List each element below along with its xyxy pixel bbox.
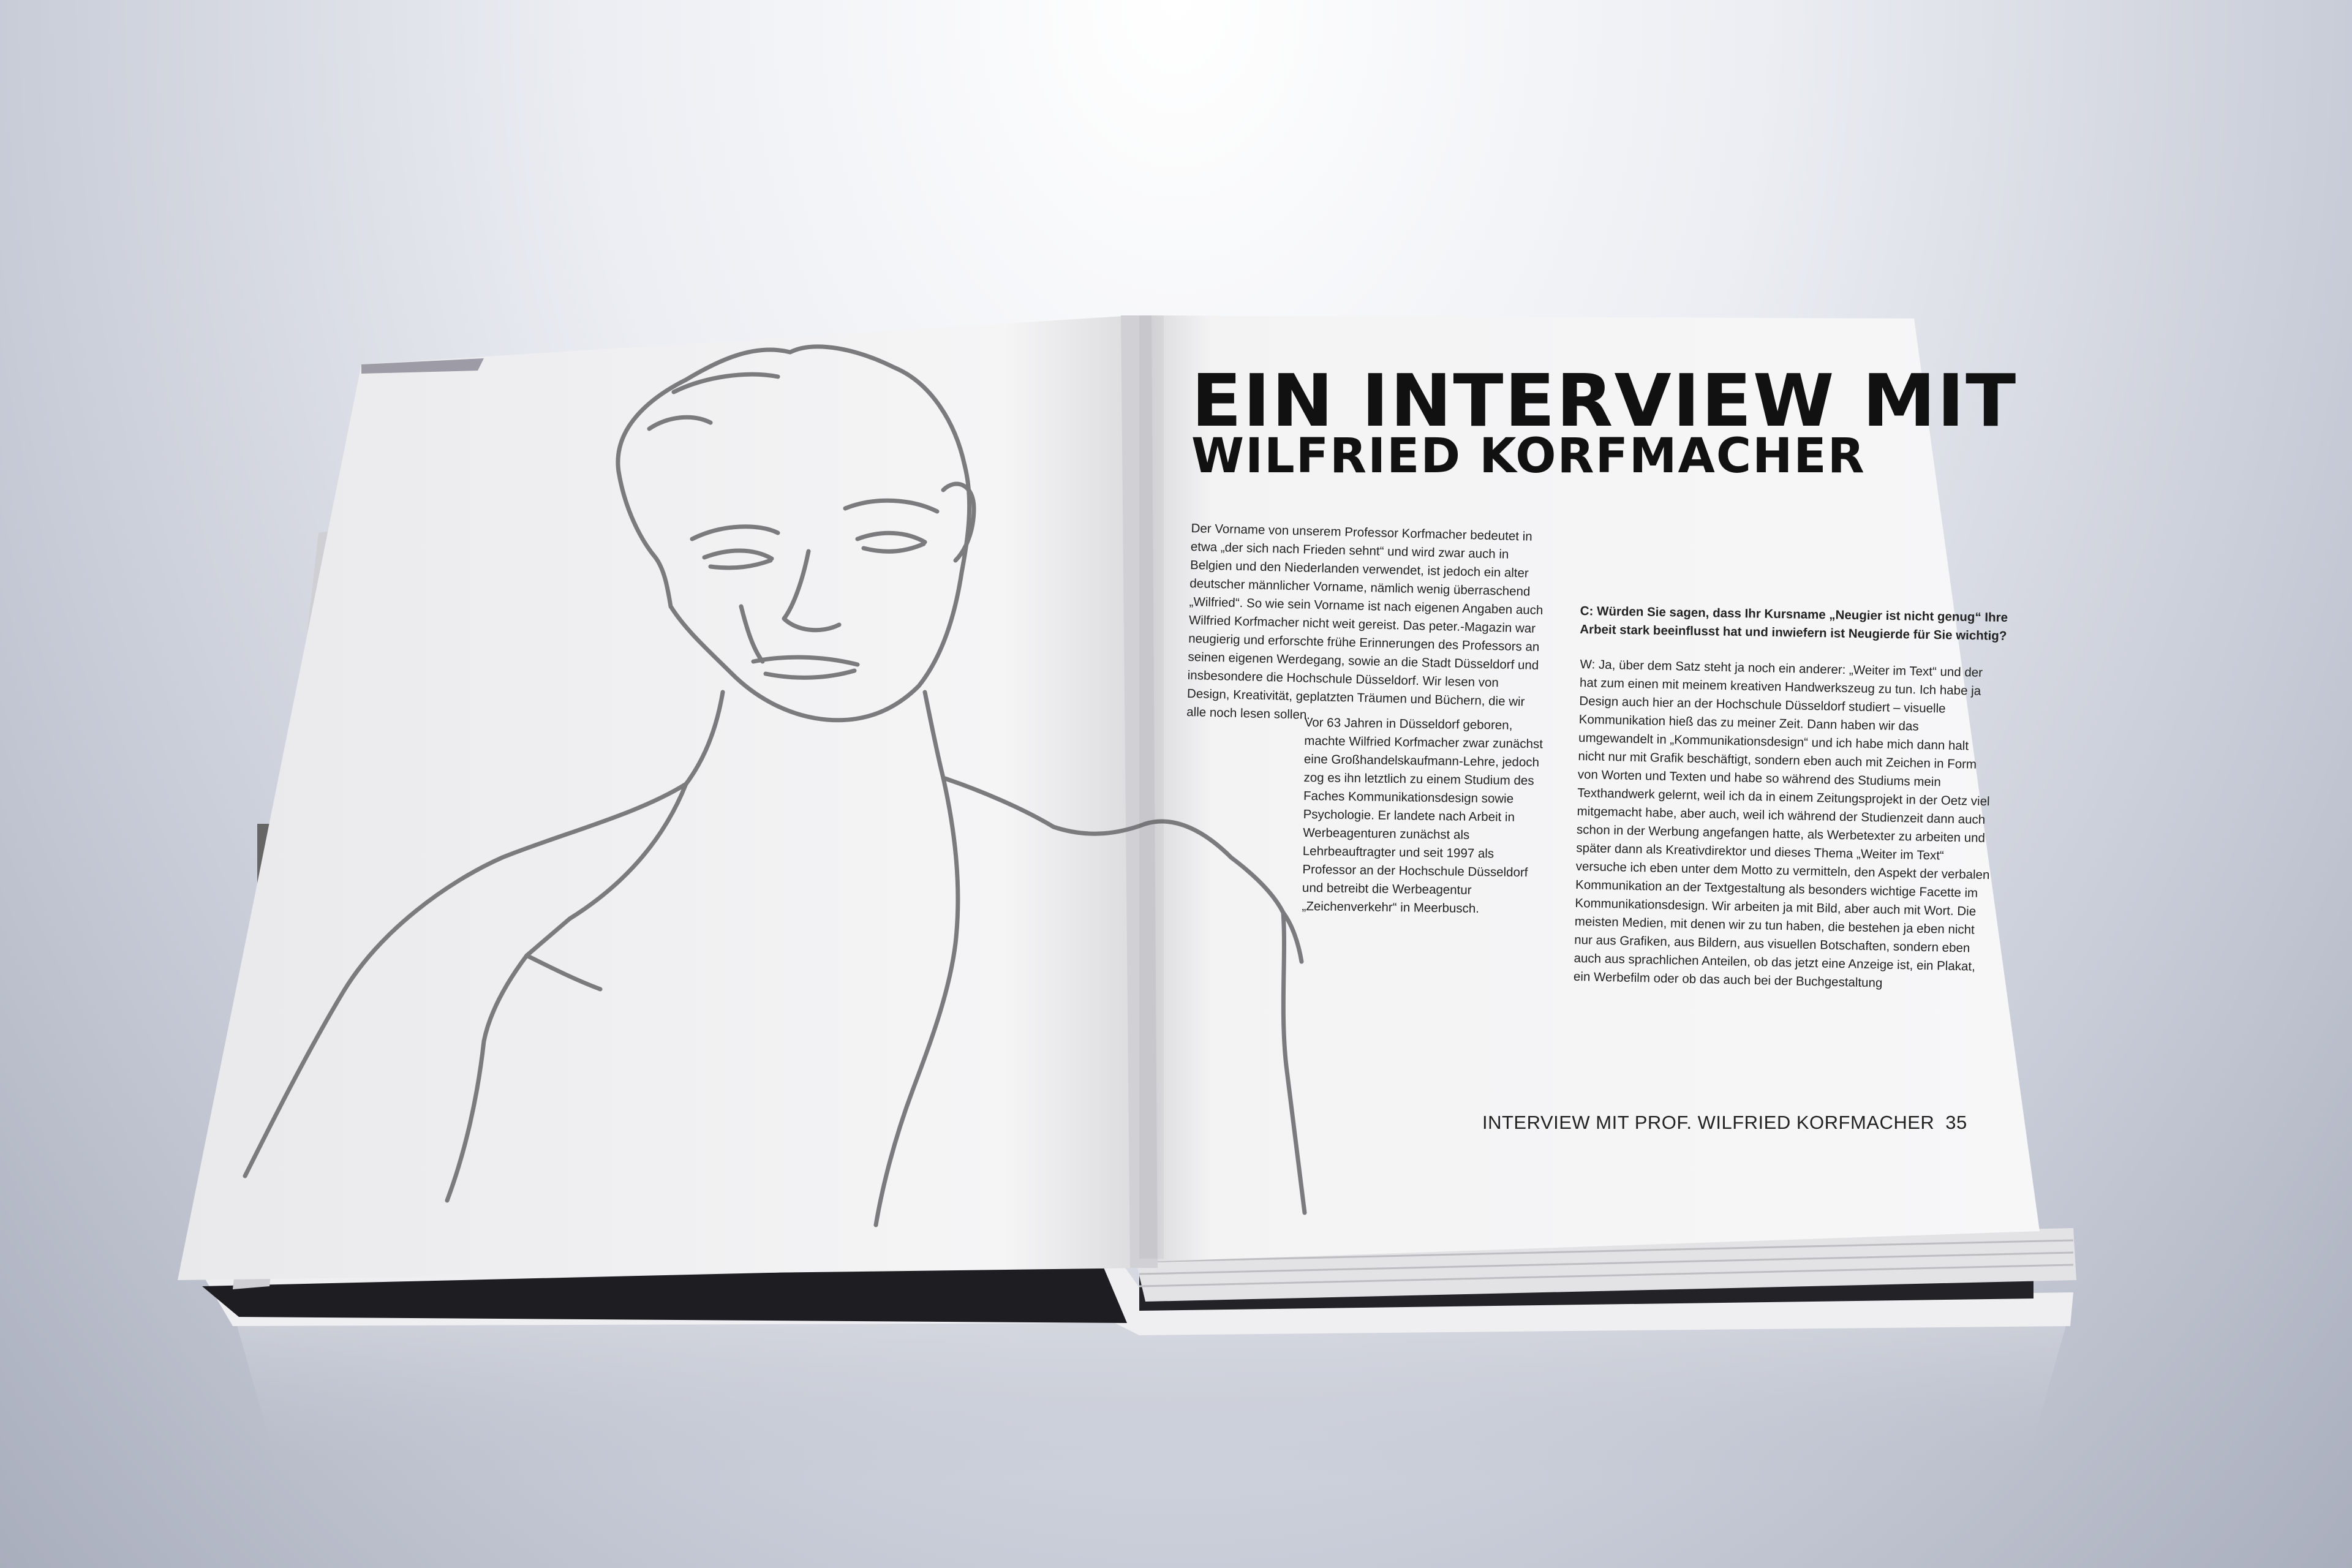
article-title-line1: EIN INTERVIEW MIT (1191, 358, 2018, 443)
answer-text: W: Ja, über dem Satz steht ja noch ein anderer: „Weiter im Text“ und der hat zum einen mit meinem kreativen Handwerkszeug zu tun. Ich habe ja Design auch hier an der Hochschule Düsseldorf studiert – visuelle Kommunikation hieß das zu meiner Zeit. Dann haben wir das umgewandelt in „Kommunikationsdesign“ und ich habe mich dann halt nicht nur mit Grafik beschäftigt, sondern eben auch mit Zeichen in Form von Worten und Texten und habe so während des Studiums mein Texthandwerk gelernt, weil ich da in einem Zeitungsprojekt in der Oetz viel mitgemacht habe, aber auch, weil ich während der Studienzeit dann auch schon in der Werbung angefangen hatte, als Werbetexter zu arbeiten und später dann als Kreativdirektor und dieses Thema „Weiter im Text“ versuche ich eben unter dem Motto zu vermitteln, den Aspekt der verbalen Kommunikation an der Textgestaltung als besonders wichtige Facette im Kommunikationsdesign. Wir arbeiten ja mit Bild, aber auch mit Wort. Die meisten Medien, mit denen wir zu tun haben, die bestehen ja eben nicht nur aus Grafiken, aus Bildern, aus visuellen Botschaften, sondern eben auch aus sprachlichen Anteilen, ob das jetzt eine Anzeige ist, ein Plakat, ein Werbefilm oder ob das auch bei der Buchgestaltung (1573, 657, 1990, 990)
bio-paragraph (1302, 714, 1550, 919)
question-text: C: Würden Sie sagen, dass Ihr Kursname „Neugier ist nicht genug“ Ihre Arbeit stark beeinflusst hat und inwiefern ist Neugierde für Sie wichtig? (1580, 603, 2008, 643)
bio-text: Vor 63 Jahren in Düsseldorf geboren, machte Wilfried Korfmacher zwar zunächst eine Großhandelskaufmann-Lehre, jedoch zog es ihn letztlich zu einem Studium des Faches Kommunikationsdesign sowie Psychologie. Er landete nach Arbeit in Werbeagenturen zunächst als Lehrbeauftragter und seit 1997 als Professor an der Hochschule Düsseldorf und betreibt die Werbeagentur „Zeichenverkehr“ in Meerbusch. (1302, 715, 1544, 916)
intro-text: Der Vorname von unserem Professor Korfmacher bedeutet in etwa „der sich nach Frieden sehnt“ und wird zwar auch in Belgien und den Niederlanden verwendet, ist jedoch ein alter deutscher männlicher Vorname, nämlich wenig überraschend „Wilfried“. So wie sein Vorname ist nach eigenen Angaben auch Wilfried Korfmacher nicht weit gereist. Das peter.-Magazin war neugierig und erforschte frühe Erinnerungen des Professors an seinen eigenen Werdegang, sowie an die Stadt Düsseldorf und insbesondere die Hochschule Düsseldorf. Wir lesen von Design, Kreativität, geplatzten Träumen und Büchern, die wir alle noch lesen sollen. (1186, 521, 1544, 722)
interview-question (1580, 602, 2015, 646)
page-number: 35 (1945, 1112, 1967, 1133)
intro-paragraph (1186, 519, 1545, 730)
interview-answer (1574, 655, 1997, 995)
page-footer (1482, 1112, 1967, 1134)
footer-label: INTERVIEW MIT PROF. WILFRIED KORFMACHER (1482, 1112, 1935, 1133)
article-title-line2: WILFRIED KORFMACHER (1191, 429, 1866, 484)
